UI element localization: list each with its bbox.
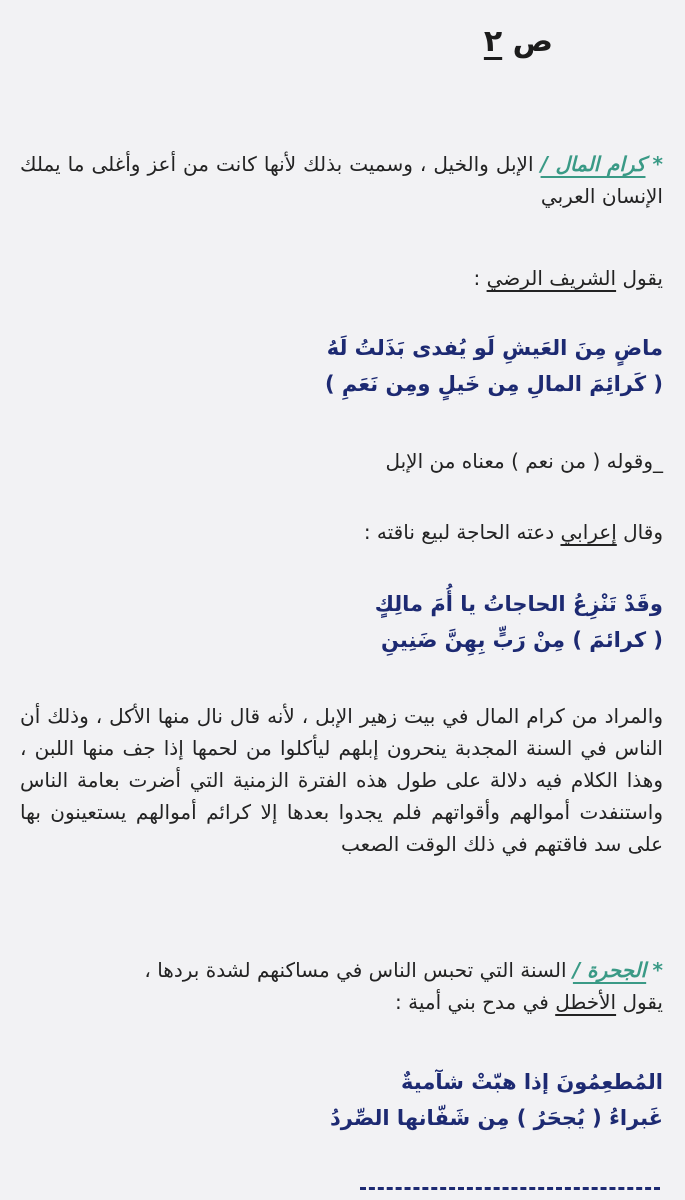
definition-karam-almal: [20, 148, 663, 212]
bottom-dashed-rule: [360, 1187, 660, 1200]
quote-intro-colon: :: [473, 266, 487, 290]
verse-line: المُطعِمُونَ إذا هبّتْ شآميةٌ: [401, 1070, 663, 1094]
verse-1: [20, 330, 663, 402]
bullet-mark: *: [652, 958, 663, 982]
term-aljahra: الجحرة /: [572, 958, 647, 982]
definition-text: الإبل والخيل ، وسميت بذلك لأنها كانت من أعز وأغلى ما يملك الإنسان العربي: [20, 152, 663, 208]
quote-intro-text: يقول: [616, 990, 663, 1014]
quote-intro-3: [20, 986, 663, 1018]
definition-text: السنة التي تحبس الناس في مساكنهم لشدة بردها ،: [144, 958, 573, 982]
verse-3: [20, 1064, 663, 1136]
poet-name: الأخطل: [555, 990, 617, 1014]
verse-line: غَبراءُ ( يُجحَرُ ) مِن شَفّانها الصِّردُ: [330, 1106, 663, 1130]
page-title: [484, 24, 553, 59]
quote-intro-text: يقول: [616, 266, 663, 290]
note-1: _وقوله ( من نعم ) معناه من الإبل: [385, 449, 663, 473]
bullet-mark: *: [652, 152, 663, 176]
explanation-paragraph: والمراد من كرام المال في بيت زهير الإبل ، لأنه قال نال منها الأكل ، وذلك أن الناس في السنة المجدبة ينحرون إبلهم ليأكلوا من لحمها إذا جف منها اللبن ، وهذا الكلام فيه دلالة على طول هذه الفترة الزمنية التي أضرت بعامة الناس واستنفدت أموالهم وأقواتهم فلم يجدوا بعدها إلا كرائم أموالهم يستعينون بها على سد فاقتهم في ذلك الوقت الصعب: [20, 704, 663, 856]
page-number: ٢: [483, 24, 503, 59]
verse-line: ( كرائمَ ) مِنْ رَبٍّ بِهِنَّ ضَنِينِ: [381, 628, 663, 652]
quote-intro-2: [20, 516, 663, 548]
quote-intro-colon: في مدح بني أمية :: [395, 990, 556, 1014]
verse-line: ماضٍ مِنَ العَيشِ لَو يُفدى بَذَلتُ لَهُ: [326, 336, 663, 360]
verse-line: ( كَرائِمَ المالِ مِن خَيلٍ ومِن نَعَمِ ): [325, 372, 663, 396]
quote-intro-1: [20, 262, 663, 294]
poet-name: الشريف الرضي: [486, 266, 617, 290]
poet-name: إعرابي: [560, 520, 617, 544]
quote-intro-colon: دعته الحاجة لبيع ناقته :: [363, 520, 561, 544]
verse-line: وقَدْ تَنْزِعُ الحاجاتُ يا أُمَ مالِكٍ: [374, 592, 663, 616]
quote-intro-text: وقال: [616, 520, 663, 544]
definition-aljahra: [20, 954, 663, 1018]
page-prefix: ص: [512, 24, 553, 59]
term-karam-almal: كرام المال /: [540, 152, 646, 176]
verse-2: [20, 586, 663, 658]
